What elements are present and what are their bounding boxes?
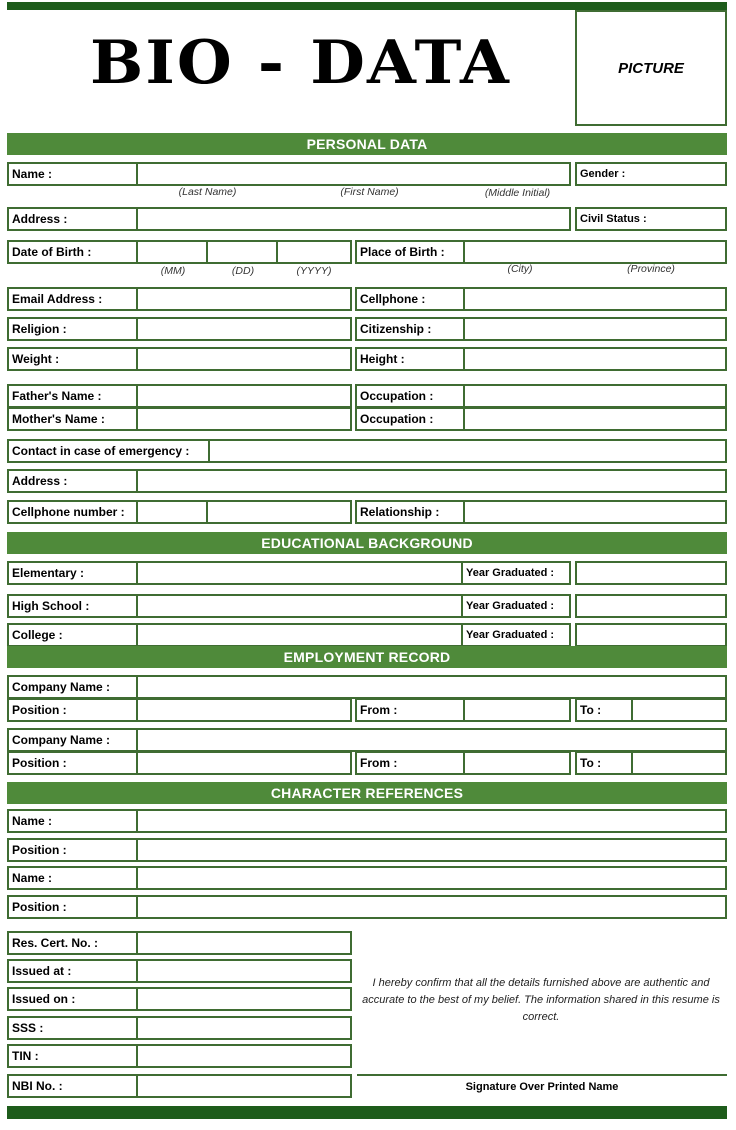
section-employment-record: EMPLOYMENT RECORD — [7, 646, 727, 668]
hint-middle-initial: (Middle Initial) — [484, 187, 551, 199]
mother-name-label: Mother's Name : — [7, 407, 138, 431]
name-field[interactable] — [136, 162, 571, 186]
high-school-label: High School : — [7, 594, 138, 618]
high-school-year-field[interactable] — [575, 594, 727, 618]
res-cert-label: Res. Cert. No. : — [7, 931, 138, 955]
high-school-field[interactable] — [136, 594, 463, 618]
college-year-label: Year Graduated : — [461, 623, 571, 647]
picture-box[interactable] — [575, 10, 727, 126]
tin-label: TIN : — [7, 1044, 138, 1068]
section-personal-data: PERSONAL DATA — [7, 133, 727, 155]
dob-day-field[interactable] — [206, 240, 278, 264]
dob-label: Date of Birth : — [7, 240, 138, 264]
weight-label: Weight : — [7, 347, 138, 371]
cellphone-number-label: Cellphone number : — [7, 500, 138, 524]
from-field-1[interactable] — [463, 698, 571, 722]
reference-position-field-1[interactable] — [136, 838, 727, 862]
college-year-field[interactable] — [575, 623, 727, 647]
hint-yyyy: (YYYY) — [296, 265, 332, 277]
relationship-field[interactable] — [463, 500, 727, 524]
height-field[interactable] — [463, 347, 727, 371]
cellphone-label: Cellphone : — [355, 287, 465, 311]
cellphone-number-field-2[interactable] — [206, 500, 352, 524]
address-label: Address : — [7, 207, 138, 231]
father-occupation-label: Occupation : — [355, 384, 465, 408]
reference-name-label-1: Name : — [7, 809, 138, 833]
gender-label: Gender : — [575, 162, 727, 186]
position-field-1[interactable] — [136, 698, 352, 722]
father-occupation-field[interactable] — [463, 384, 727, 408]
from-field-2[interactable] — [463, 751, 571, 775]
nbi-label: NBI No. : — [7, 1074, 138, 1098]
pob-field[interactable] — [463, 240, 727, 264]
bottom-border-bar — [7, 1106, 727, 1119]
company-name-field-1[interactable] — [136, 675, 727, 699]
name-label: Name : — [7, 162, 138, 186]
picture-label: PICTURE — [618, 59, 684, 77]
mother-occupation-field[interactable] — [463, 407, 727, 431]
elementary-field[interactable] — [136, 561, 463, 585]
page-title: BIO - DATA — [90, 28, 512, 98]
emergency-contact-field[interactable] — [208, 439, 727, 463]
from-label-2: From : — [355, 751, 465, 775]
sss-field[interactable] — [136, 1016, 352, 1040]
company-name-label-1: Company Name : — [7, 675, 138, 699]
hint-last-name: (Last Name) — [178, 186, 237, 198]
reference-name-field-1[interactable] — [136, 809, 727, 833]
reference-position-label-1: Position : — [7, 838, 138, 862]
college-label: College : — [7, 623, 138, 647]
to-label-1: To : — [575, 698, 633, 722]
section-educational-background: EDUCATIONAL BACKGROUND — [7, 532, 727, 554]
res-cert-field[interactable] — [136, 931, 352, 955]
nbi-field[interactable] — [136, 1074, 352, 1098]
religion-field[interactable] — [136, 317, 352, 341]
citizenship-label: Citizenship : — [355, 317, 465, 341]
signature-line[interactable]: Signature Over Printed Name — [357, 1074, 727, 1098]
emergency-address-field[interactable] — [136, 469, 727, 493]
dob-year-field[interactable] — [276, 240, 352, 264]
issued-on-field[interactable] — [136, 987, 352, 1011]
religion-label: Religion : — [7, 317, 138, 341]
company-name-field-2[interactable] — [136, 728, 727, 752]
address-field[interactable] — [136, 207, 571, 231]
reference-position-label-2: Position : — [7, 895, 138, 919]
email-label: Email Address : — [7, 287, 138, 311]
hint-mm: (MM) — [160, 265, 186, 277]
hint-city: (City) — [507, 263, 533, 275]
emergency-contact-label: Contact in case of emergency : — [7, 439, 210, 463]
mother-name-field[interactable] — [136, 407, 352, 431]
mother-occupation-label: Occupation : — [355, 407, 465, 431]
tin-field[interactable] — [136, 1044, 352, 1068]
college-field[interactable] — [136, 623, 463, 647]
dob-month-field[interactable] — [136, 240, 208, 264]
citizenship-field[interactable] — [463, 317, 727, 341]
position-label-2: Position : — [7, 751, 138, 775]
elementary-year-field[interactable] — [575, 561, 727, 585]
from-label-1: From : — [355, 698, 465, 722]
reference-name-label-2: Name : — [7, 866, 138, 890]
emergency-address-label: Address : — [7, 469, 138, 493]
pob-label: Place of Birth : — [355, 240, 465, 264]
elementary-label: Elementary : — [7, 561, 138, 585]
relationship-label: Relationship : — [355, 500, 465, 524]
top-border-bar — [7, 2, 727, 10]
father-name-label: Father's Name : — [7, 384, 138, 408]
hint-dd: (DD) — [231, 265, 255, 277]
to-field-2[interactable] — [631, 751, 727, 775]
cellphone-number-field-1[interactable] — [136, 500, 208, 524]
high-school-year-label: Year Graduated : — [461, 594, 571, 618]
elementary-year-label: Year Graduated : — [461, 561, 571, 585]
company-name-label-2: Company Name : — [7, 728, 138, 752]
hint-province: (Province) — [627, 263, 675, 275]
sss-label: SSS : — [7, 1016, 138, 1040]
reference-position-field-2[interactable] — [136, 895, 727, 919]
issued-at-field[interactable] — [136, 959, 352, 983]
father-name-field[interactable] — [136, 384, 352, 408]
position-label-1: Position : — [7, 698, 138, 722]
weight-field[interactable] — [136, 347, 352, 371]
declaration-text: I hereby confirm that all the details furnished above are authentic and accurate to the best of my belief. The information shared in this resume is correct. — [362, 977, 720, 1023]
position-field-2[interactable] — [136, 751, 352, 775]
issued-on-label: Issued on : — [7, 987, 138, 1011]
issued-at-label: Issued at : — [7, 959, 138, 983]
to-field-1[interactable] — [631, 698, 727, 722]
reference-name-field-2[interactable] — [136, 866, 727, 890]
to-label-2: To : — [575, 751, 633, 775]
civil-status-label: Civil Status : — [575, 207, 727, 231]
email-field[interactable] — [136, 287, 352, 311]
cellphone-field[interactable] — [463, 287, 727, 311]
hint-first-name: (First Name) — [340, 186, 399, 198]
height-label: Height : — [355, 347, 465, 371]
section-character-references: CHARACTER REFERENCES — [7, 782, 727, 804]
